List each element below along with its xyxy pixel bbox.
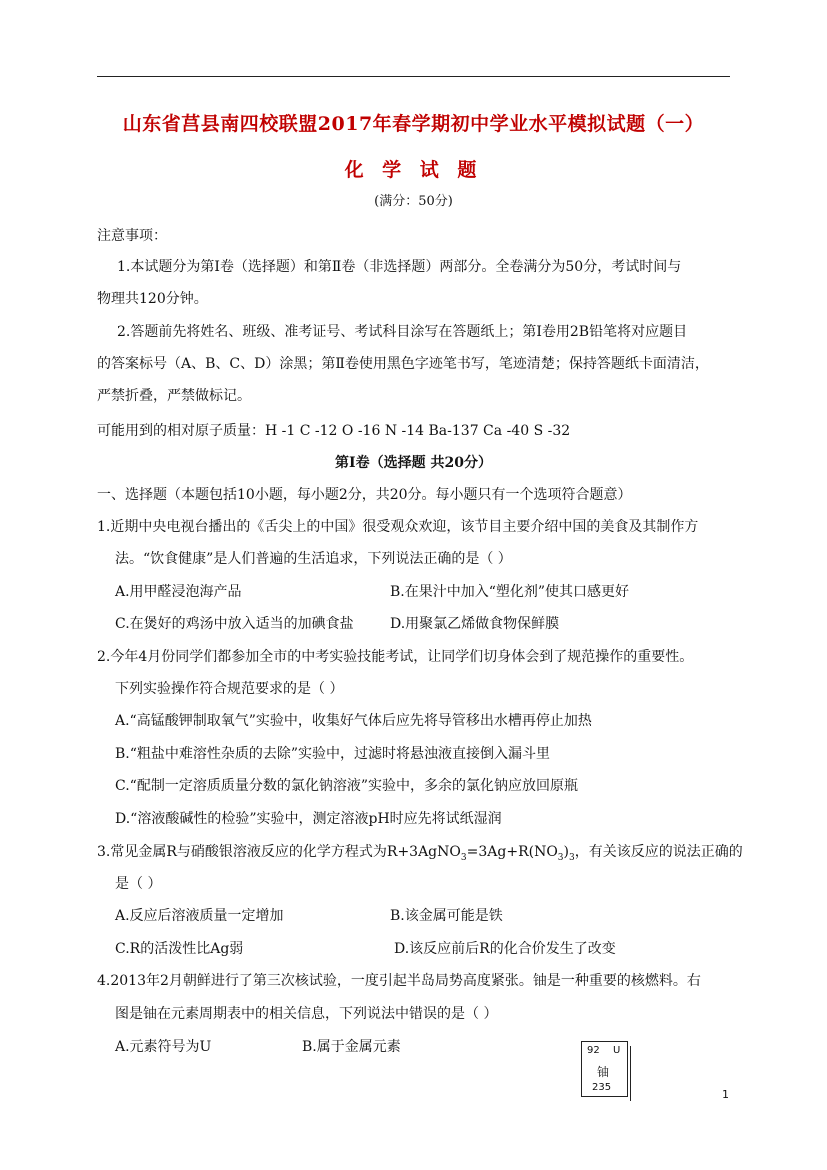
notice-line-4: 的答案标号（A、B、C、D）涂黑；第Ⅱ卷使用黑色字迹笔书写，笔迹清楚；保持答题纸卡面清洁， bbox=[97, 356, 709, 372]
notice-heading: 注意事项： bbox=[97, 228, 167, 244]
q3-option-a: A.反应后溶液质量一定增加 bbox=[115, 908, 284, 924]
full-score: (满分：50分) bbox=[374, 194, 453, 209]
exam-title: 山东省莒县南四校联盟2017年春学期初中学业水平模拟试题（一） bbox=[122, 113, 705, 135]
q4-stem-1: 4.2013年2月朝鲜进行了第三次核试验，一度引起半岛局势高度紧张。铀是一种重要的核燃料。右 bbox=[97, 973, 701, 989]
q1-stem-1: 1.近期中央电视台播出的《舌尖上的中国》很受观众欢迎，该节目主要介绍中国的美食及其制作方 bbox=[97, 519, 699, 535]
q4-option-b: B.属于金属元素 bbox=[302, 1039, 401, 1055]
header-rule bbox=[97, 76, 730, 77]
notice-line-5: 严禁折叠，严禁做标记。 bbox=[97, 388, 251, 404]
element-name: 铀 bbox=[597, 1065, 610, 1079]
q4-stem-2: 图是铀在元素周期表中的相关信息，下列说法中错误的是（ ） bbox=[115, 1006, 498, 1022]
q1-option-c: C.在煲好的鸡汤中放入适当的加碘食盐 bbox=[115, 616, 354, 632]
q4-option-a: A.元素符号为U bbox=[115, 1039, 212, 1055]
q2-option-a: A.“高锰酸钾制取氧气”实验中，收集好气体后应先将导管移出水槽再停止加热 bbox=[115, 713, 592, 729]
q3-option-c: C.R的活泼性比Ag弱 bbox=[115, 941, 244, 957]
page-number: 1 bbox=[722, 1088, 729, 1101]
section-title: 第Ⅰ卷（选择题 共20分） bbox=[335, 455, 492, 471]
part-intro: 一、选择题（本题包括10小题，每小题2分，共20分。每小题只有一个选项符合题意） bbox=[97, 487, 632, 503]
q2-stem-1: 2.今年4月份同学们都参加全市的中考实验技能考试，让同学们切身体会到了规范操作的重要性。 bbox=[97, 649, 694, 665]
q2-option-d: D.“溶液酸碱性的检验”实验中，测定溶液pH时应先将试纸湿润 bbox=[115, 811, 502, 827]
q2-option-b: B.“粗盐中难溶性杂质的去除”实验中，过滤时将悬浊液直接倒入漏斗里 bbox=[115, 746, 551, 762]
notice-line-1: 1.本试题分为第Ⅰ卷（选择题）和第Ⅱ卷（非选择题）两部分。全卷满分为50分，考试时间与 bbox=[117, 259, 682, 275]
atomic-number: 92 bbox=[587, 1045, 600, 1056]
notice-line-3: 2.答题前先将姓名、班级、准考证号、考试科目涂写在答题纸上；第Ⅰ卷用2B铅笔将对应题目 bbox=[117, 324, 688, 340]
atomic-mass: 235 bbox=[592, 1082, 612, 1093]
q3-option-b: B.该金属可能是铁 bbox=[390, 908, 503, 924]
q1-option-a: A.用甲醛浸泡海产品 bbox=[115, 584, 242, 600]
q1-stem-2: 法。“饮食健康”是人们普遍的生活追求，下列说法正确的是（ ） bbox=[115, 551, 512, 567]
element-cell-shadow bbox=[630, 1046, 636, 1101]
notice-line-2: 物理共120分钟。 bbox=[97, 291, 208, 307]
q2-option-c: C.“配制一定溶质质量分数的氯化钠溶液”实验中，多余的氯化钠应放回原瓶 bbox=[115, 778, 578, 794]
q3-option-d: D.该反应前后R的化合价发生了改变 bbox=[394, 941, 616, 957]
atomic-masses: 可能用到的相对原子质量：H -1 C -12 O -16 N -14 Ba-137 Ca -40 S -32 bbox=[97, 423, 571, 439]
element-symbol: U bbox=[613, 1045, 621, 1056]
q2-stem-2: 下列实验操作符合规范要求的是（ ） bbox=[115, 681, 344, 697]
q1-option-b: B.在果汁中加入“塑化剂”使其口感更好 bbox=[390, 584, 630, 600]
q1-option-d: D.用聚氯乙烯做食物保鲜膜 bbox=[390, 616, 560, 632]
subject-title: 化 学 试 题 bbox=[344, 159, 483, 181]
q3-stem-2: 是（ ） bbox=[115, 876, 162, 892]
q3-stem-1: 3.常见金属R与硝酸银溶液反应的化学方程式为$R+3AgNO_3=3Ag+R(NO_3)_3$，有关该反应的说法正确的 bbox=[97, 844, 743, 863]
uranium-element-cell bbox=[581, 1041, 628, 1097]
